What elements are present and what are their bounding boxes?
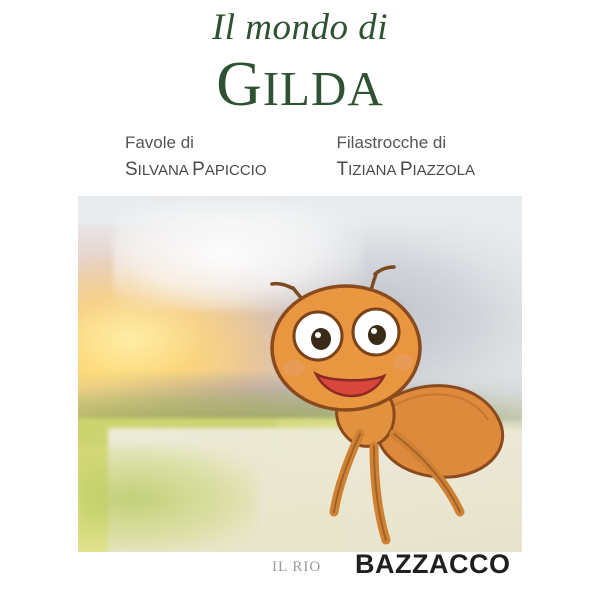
author-surname-initial: P bbox=[192, 158, 205, 180]
author-name-label bbox=[337, 156, 476, 184]
imprint-logo: IL RIO bbox=[272, 559, 322, 575]
ant-drawing bbox=[78, 196, 522, 552]
author-surname-rest: IAZZOLA bbox=[412, 161, 476, 179]
author-entry-2 bbox=[337, 130, 476, 183]
title-block bbox=[0, 0, 600, 117]
cover-illustration bbox=[78, 196, 522, 552]
page-title: Il mondo di bbox=[211, 7, 389, 48]
author-name-rest: ILVANA bbox=[137, 161, 193, 179]
author-name-initial: S bbox=[124, 158, 138, 180]
publisher-name: BAZZACCO bbox=[355, 549, 511, 579]
title-remainder: ILDA bbox=[262, 60, 384, 116]
author-name-initial: T bbox=[336, 158, 349, 180]
author-name-label bbox=[125, 156, 267, 184]
author-surname-rest: APICCIO bbox=[204, 161, 267, 179]
author-role-label: Favole di bbox=[124, 133, 194, 152]
author-name-rest: IZIANA bbox=[348, 161, 400, 179]
title-character-name bbox=[0, 48, 600, 119]
author-role-label: Filastrocche di bbox=[336, 133, 447, 152]
author-entry-1 bbox=[125, 130, 267, 183]
authors-block bbox=[0, 130, 600, 183]
title-initial: G bbox=[216, 48, 263, 119]
author-surname-initial: P bbox=[399, 158, 413, 180]
